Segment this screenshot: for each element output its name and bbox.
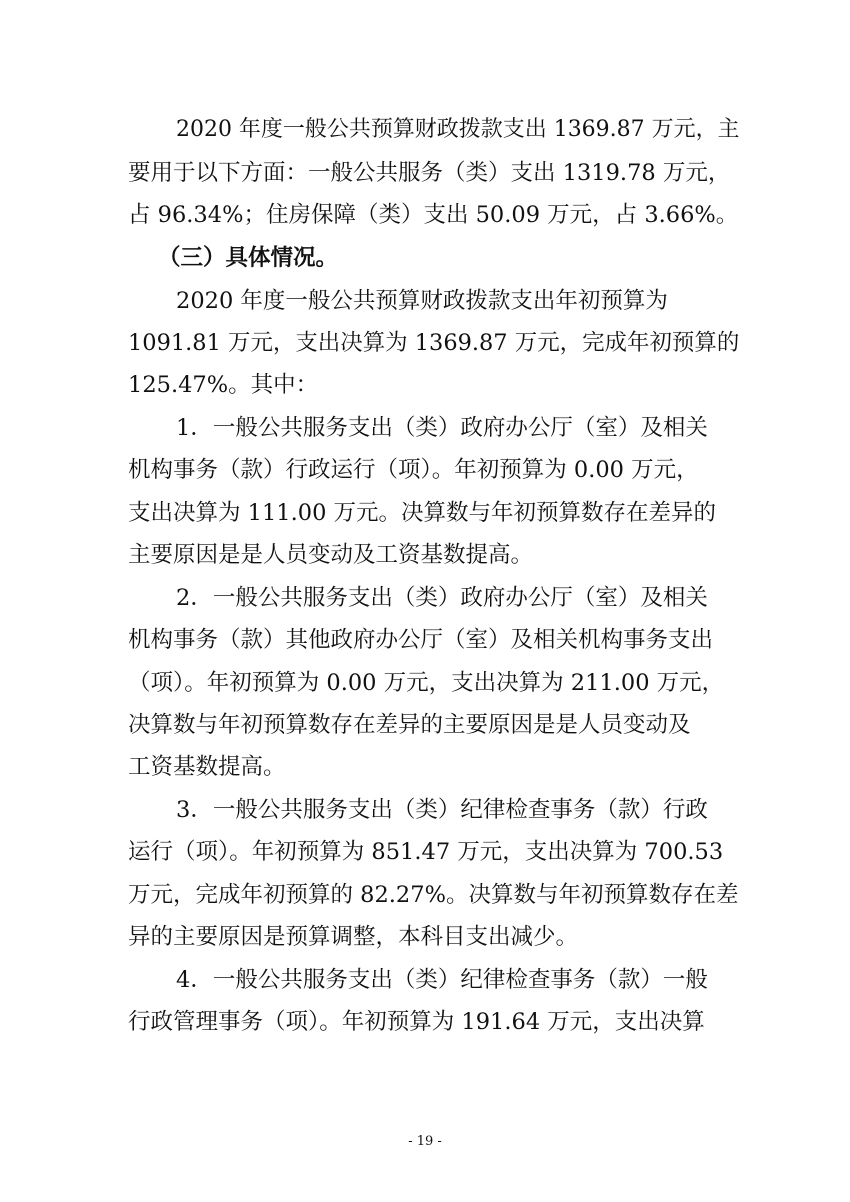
paragraph-line: 1091.81 万元，支出决算为 1369.87 万元，完成年初预算的: [128, 330, 740, 356]
list-item-line: 异的主要原因是预算调整，本科目支出减少。: [128, 924, 579, 950]
list-item-line: 1．一般公共服务支出（类）政府办公厅（室）及相关: [176, 415, 708, 441]
paragraph-line: 125.47%。其中：: [128, 372, 319, 398]
list-item-line: 机构事务（款）行政运行（项）。年初预算为 0.00 万元，: [128, 457, 699, 483]
list-item-line: 万元，完成年初预算的 82.27%。决算数与年初预算数存在差: [128, 882, 739, 908]
paragraph-line: 占 96.34%；住房保障（类）支出 50.09 万元，占 3.66%。: [128, 202, 739, 228]
list-item-line: 2．一般公共服务支出（类）政府办公厅（室）及相关: [176, 585, 708, 611]
paragraph-line: 要用于以下方面：一般公共服务（类）支出 1319.78 万元，: [128, 160, 731, 186]
list-item-line: 行政管理事务（项）。年初预算为 191.64 万元，支出决算: [128, 1009, 705, 1035]
list-item-line: 主要原因是是人员变动及工资基数提高。: [128, 542, 534, 568]
section-heading: （三）具体情况。: [158, 245, 339, 271]
paragraph-line: 2020 年度一般公共预算财政拨款支出 1369.87 万元，主: [176, 117, 740, 142]
list-item-line: 4．一般公共服务支出（类）纪律检查事务（款）一般: [176, 967, 708, 993]
page-number: - 19 -: [408, 1134, 442, 1149]
list-item-line: （项）。年初预算为 0.00 万元，支出决算为 211.00 万元，: [128, 670, 725, 696]
list-item-line: 3．一般公共服务支出（类）纪律检查事务（款）行政: [176, 797, 708, 823]
list-item-line: 支出决算为 111.00 万元。决算数与年初预算数存在差异的: [128, 500, 717, 526]
list-item-line: 运行（项）。年初预算为 851.47 万元，支出决算为 700.53: [128, 839, 724, 865]
paragraph-line: 2020 年度一般公共预算财政拨款支出年初预算为: [176, 288, 668, 314]
list-item-line: 机构事务（款）其他政府办公厅（室）及相关机构事务支出: [128, 627, 714, 653]
list-item-line: 决算数与年初预算数存在差异的主要原因是是人员变动及: [128, 712, 691, 738]
list-item-line: 工资基数提高。: [128, 754, 286, 780]
